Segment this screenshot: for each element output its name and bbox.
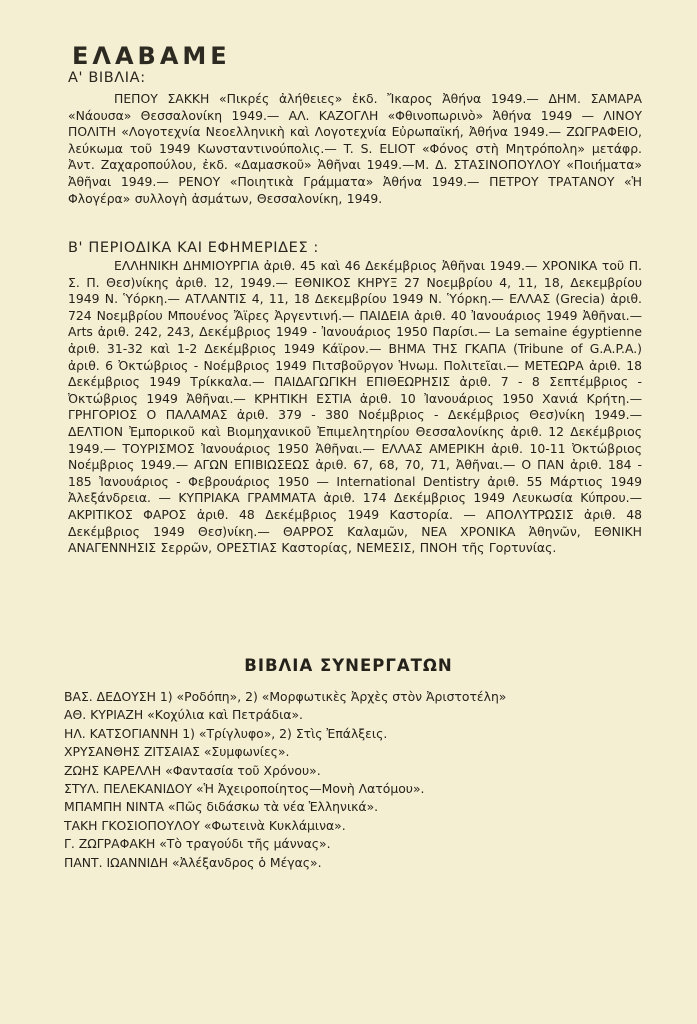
list-item: ΜΠΑΜΠΗ ΝΙΝΤΑ «Πῶς διδάσκω τὰ νέα Ἑλληνικά».: [64, 799, 379, 815]
list-item: ΣΤΥΛ. ΠΕΛΕΚΑΝΙΔΟΥ «Ἡ Ἀχειροποίητος—Μονὴ Λατόμου».: [64, 781, 425, 797]
list-item: ΖΩΗΣ ΚΑΡΕΛΛΗ «Φαντασία τοῦ Χρόνου».: [64, 762, 321, 778]
books-paragraph: ΠΕΠΟΥ ΣΑΚΚΗ «Πικρές ἀλήθειες» ἐκδ. Ἴκαρος Ἀθήνα 1949.— ΔΗΜ. ΣΑΜΑΡΑ «Νάουσα» Θεσσαλονίκη 1949.— ΑΛ. ΚΑΖΟΓΛΗ «Φθινοπωρινὸ» Ἀθήνα 1949 — ΛΙΝΟΥ ΠΟΛΙΤΗ «Λογοτεχνία Νεοελληνικὴ καὶ Λογοτεχνία Εὐρωπαϊκή, Ἀθήνα 1949.— ΖΩΓΡΑΦΕΙΟ, λεύκωμα τοῦ 1949 Κωνσταντινούπολις.— T. S. ELIOT «Φόνος στὴ Μητρόπολη» μετάφρ. Ἀντ. Ζαχαροπούλου, ἐκδ. «Δαμασκοῦ» Ἀθῆναι 1949.—Μ. Δ. ΣΤΑΣΙΝΟΠΟΥΛΟΥ «Ποιήματα» Ἀθῆναι 1949.— ΡΕΝΟΥ «Ποιητικὰ Γράμματα» Ἀθήνα 1949.— ΠΕΤΡΟΥ ΤΡΑΤΑΝΟΥ «Ἡ Φλογέρα» συλλογὴ ἀσμάτων, Θεσσαλονίκη, 1949.: [68, 91, 643, 206]
list-item: ΗΛ. ΚΑΤΣΟΓΙΑΝΝΗ 1) «Τρίγλυφο», 2) Στὶς Ἐπάλξεις.: [64, 725, 388, 741]
periodicals-section-label: Β' ΠΕΡΙΟΔΙΚΑ ΚΑΙ ΕΦΗΜΕΡΙΔΕΣ :: [68, 240, 319, 256]
books-section-label: Α' ΒΙΒΛΙΑ:: [68, 70, 146, 86]
list-item: ΧΡΥΣΑΝΘΗΣ ΖΙΤΣΑΙΑΣ «Συμφωνίες».: [64, 744, 290, 760]
list-item: ΠΑΝΤ. ΙΩΑΝΝΙΔΗ «Ἀλέξανδρος ὁ Μέγας».: [64, 854, 322, 870]
list-item: Γ. ΖΩΓΡΑΦΑΚΗ «Τὸ τραγούδι τῆς μάννας».: [64, 836, 331, 852]
list-item: ΒΑΣ. ΔΕΔΟΥΣΗ 1) «Ροδόπη», 2) «Μορφωτικὲς Ἀρχὲς στὸν Ἀριστοτέλη»: [64, 689, 507, 704]
page-title: ΕΛΑΒΑΜΕ: [72, 42, 231, 70]
list-item: ΑΘ. ΚΥΡΙΑΖΗ «Κοχύλια καὶ Πετράδια».: [64, 707, 303, 723]
collaborators-list: [64, 688, 506, 872]
periodicals-paragraph: ΕΛΛΗΝΙΚΗ ΔΗΜΙΟΥΡΓΙΑ ἀριθ. 45 καὶ 46 Δεκέμβριος Ἀθῆναι 1949.— ΧΡΟΝΙΚΑ τοῦ Π. Σ. Π. Θεσ)νίκης ἀριθ. 12, 1949.— ΕΘΝΙΚΟΣ ΚΗΡΥΞ 27 Νοεμβρίου 4, 11, 18, Δεκεμβρίου 1949 Ν. Ὑόρκη.— ΑΤΛΑΝΤΙΣ 4, 11, 18 Δεκεμβρίου 1949 Ν. Ὑόρκη.— ΕΛΛΑΣ (Grecia) ἀριθ. 724 Νοεμβρίου Μπουένος Ἄϊρες Ἀργεντινή.— ΠΑΙΔΕΙΑ ἀριθ. 40 Ἰανουάριος 1949 Ἀθῆναι.— Arts ἀριθ. 242, 243, Δεκέμβριος 1949 - Ἰανουάριος 1950 Παρίσι.— La semaine égyptienne ἀριθ. 31-32 καὶ 1-2 Δεκέμβριος 1949 Κάϊρον.— ΒΗΜΑ ΤΗΣ ΓΚΑΠΑ (Tribune of G.A.P.A.) ἀριθ. 6 Ὀκτώβριος - Νοέμβριος 1949 Πιτσβοῦργον Ἡνωμ. Πολιτεῖαι.— ΜΕΤΕΩΡΑ ἀριθ. 18 Δεκέμβριος 1949 Τρίκκαλα.— ΠΑΙΔΑΓΩΓΙΚΗ ΕΠΙΘΕΩΡΗΣΙΣ ἀριθ. 7 - 8 Σεπτέμβριος - Ὀκτώβριος 1949 Ἀθῆναι.— ΚΡΗΤΙΚΗ ΕΣΤΙΑ ἀριθ. 10 Ἰανουάριος 1950 Χανιά Κρήτη.— ΓΡΗΓΟΡΙΟΣ Ο ΠΑΛΑΜΑΣ ἀριθ. 379 - 380 Νοέμβριος - Δεκέμβριος Θεσ)νίκη 1949.— ΔΕΛΤΙΟΝ Ἐμπορικοῦ καὶ Βιομηχανικοῦ Ἐπιμελητηρίου Θεσσαλονίκης ἀριθ. 12 Δεκέμβριος 1949.— ΤΟΥΡΙΣΜΟΣ Ἰανουάριος 1950 Ἀθῆναι.— ΕΛΛΑΣ ΑΜΕΡΙΚΗ ἀριθ. 10-11 Ὀκτώβριος Νοέμβριος 1949.— ΑΓΩΝ ΕΠΙΒΙΩΣΕΩΣ ἀριθ. 67, 68, 70, 71, Ἀθῆναι.— Ο ΠΑΝ ἀριθ. 184 - 185 Ἰανουάριος - Φεβρουάριος 1950 — International Dentistry ἀριθ. 55 Μάρτιος 1949 Ἀλεξάνδρεια. — ΚΥΠΡΙΑΚΑ ΓΡΑΜΜΑΤΑ ἀριθ. 174 Δεκέμβριος 1949 Λευκωσία Κύπρου.— ΑΚΡΙΤΙΚΟΣ ΦΑΡΟΣ ἀριθ. 48 Δεκέμβριος 1949 Καστορία. — ΑΠΟΛΥΤΡΩΣΙΣ ἀριθ. 48 Δεκέμβριος 1949 Θεσ)νίκη.— ΘΑΡΡΟΣ Καλαμῶν, ΝΕΑ ΧΡΟΝΙΚΑ Ἀθηνῶν, ΕΘΝΙΚΗ ΑΝΑΓΕΝΝΗΣΙΣ Σερρῶν, ΟΡΕΣΤΙΑΣ Καστορίας, ΝΕΜΕΣΙΣ, ΠΝΟΗ τῆς Γορτυνίας.: [68, 258, 642, 556]
collaborators-heading: ΒΙΒΛΙΑ ΣΥΝΕΡΓΑΤΩΝ: [244, 656, 453, 675]
list-item: ΤΑΚΗ ΓΚΟΣΙΟΠΟΥΛΟΥ «Φωτεινὰ Κυκλάμινα».: [64, 817, 346, 833]
